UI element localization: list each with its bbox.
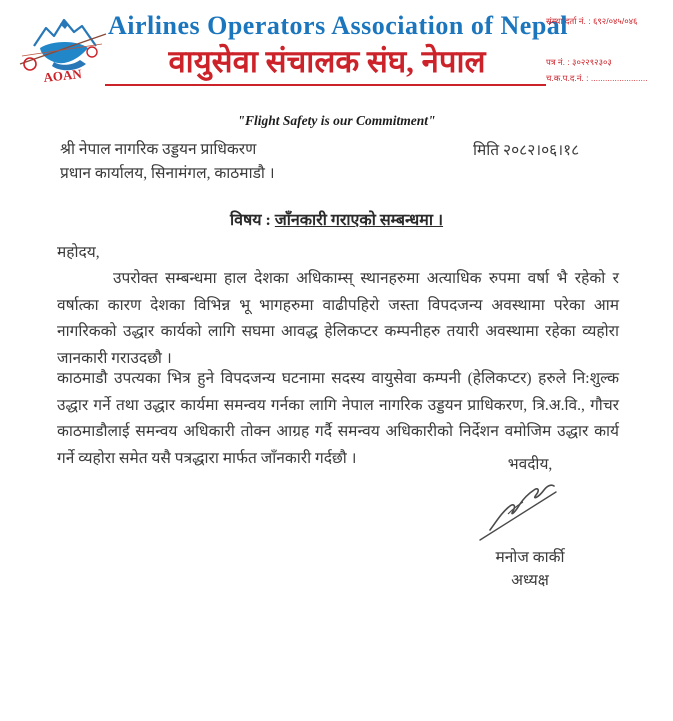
registration-number: संस्था दर्ता नं. : ६९२/०४५/०४६: [546, 16, 638, 26]
tagline: "Flight Safety is our Commitment": [237, 113, 436, 128]
letterhead: [0, 0, 673, 100]
signatory-name: मनोज कार्की: [495, 549, 565, 566]
aoan-logo-graphic: [16, 8, 110, 86]
body-paragraph-1: उपरोक्त सम्बन्धमा हाल देशका अधिकाम्स् स्थानहरुमा अत्याधिक रुपमा वर्षा भै रहेको र वर्षात्का कारण देशका विभिन्न भू भागहरुमा वाढीपहिरो जस्ता विपदजन्य अवस्थामा परेका आम नागरिकको उद्धार कार्यको लागि सघमा आवद्ध हेलिकप्टर कम्पनीहरु तयारी अवस्थामा रहेका व्यहोरा जानकारी गराउदछौ ।: [57, 270, 619, 367]
flourish-circle2-icon: [87, 47, 97, 57]
signature-underline-stroke: [480, 492, 556, 540]
recipient-line-2: प्रधान कार्यालय, सिनामंगल, काठमाडौ ।: [60, 165, 275, 182]
recipient-line-1: श्री नेपाल नागरिक उड्डयन प्राधिकरण: [60, 141, 257, 158]
signatory-title: अध्यक्ष: [511, 572, 549, 589]
signature-stroke: [490, 485, 554, 530]
signature-graphic: [468, 478, 588, 548]
body-paragraph-2: काठमाडौ उपत्यका भित्र हुने विपदजन्य घटनामा सदस्य वायुसेवा कम्पनी (हेलिकप्टर) हरुले नि:शुल्क उद्धार गर्ने तथा उद्धार कार्यमा समन्वय गर्नका लागि नेपाल नागरिक उड्डयन प्राधिकरण, त्रि.अ.वि., गौचर काठमाडौलाई समन्वय अधिकारी तोक्न आग्रह गर्दै समन्वय अधिकारीको निर्देशन वमोजिम उद्धार कार्य गर्ने व्यहोरा समेत यसै पत्रद्धारा मार्फत जाँनकारी गर्दछौ ।: [57, 370, 619, 467]
subject-line: [0, 208, 673, 230]
recipient-address: [60, 138, 460, 186]
closing-salutation: भवदीय,: [507, 456, 553, 473]
letter-date: मिति २०८२।०६।१८: [473, 142, 580, 159]
subject-text: जाँनकारी गराएको सम्बन्धमा ।: [274, 212, 444, 229]
aoan-logo: [16, 8, 110, 86]
subject-label: विषय :: [229, 212, 275, 229]
dispatch-number: च.क.प.द.नं. : ........................: [546, 73, 648, 83]
letter-number: पत्र नं. : ३०२२९२३०३: [546, 57, 612, 67]
salutation: महोदय,: [57, 244, 100, 261]
registration-block: [546, 16, 671, 84]
mountain-peak-icon: [60, 20, 68, 29]
org-name-english: Airlines Operators Association of Nepal: [108, 11, 569, 40]
signature-image: [468, 478, 588, 548]
signature-flourish-stroke: [508, 502, 523, 514]
org-name-nepali: वायुसेवा संचालक संघ, नेपाल: [168, 44, 486, 79]
logo-acronym-text: AOAN: [42, 66, 83, 85]
org-name-block: [108, 10, 569, 82]
header-rule: [105, 84, 546, 86]
